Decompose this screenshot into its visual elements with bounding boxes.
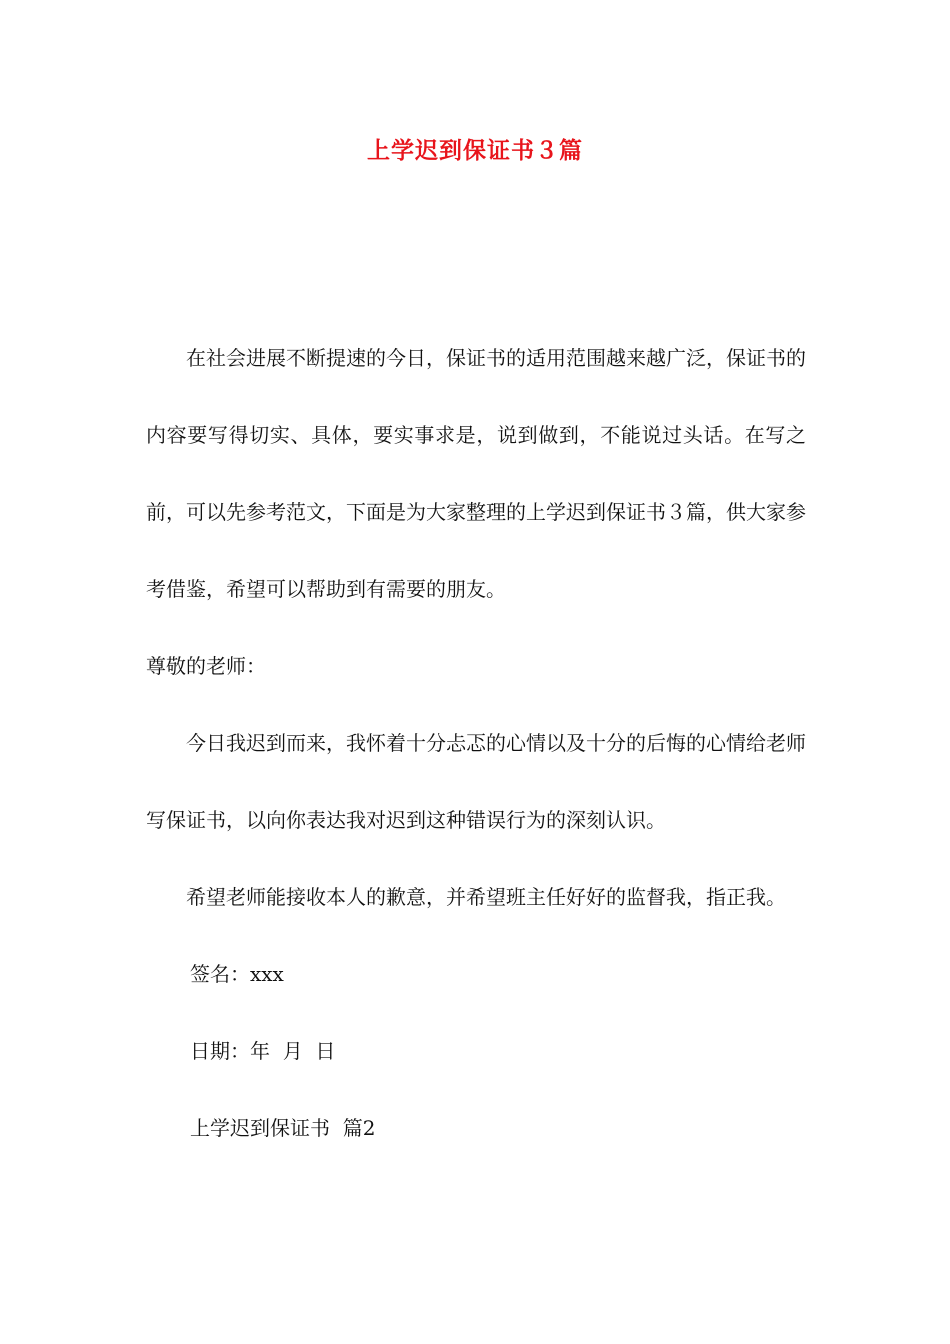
body-paragraph-1: 今日我迟到而来，我怀着十分忐忑的心情以及十分的后悔的心情给老师写保证书，以向你表达我对迟到这种错误行为的深刻认识。 [146, 731, 806, 832]
body-paragraph-2: 希望老师能接收本人的歉意，并希望班主任好好的监督我，指正我。 [186, 885, 786, 909]
document-body [146, 320, 806, 1167]
salutation: 尊敬的老师： [146, 654, 266, 678]
intro-paragraph: 在社会进展不断提速的今日，保证书的适用范围越来越广泛，保证书的内容要写得切实、具体，要实事求是，说到做到，不能说过头话。在写之前，可以先参考范文，下面是为大家整理的上学迟到保证书３篇，供大家参考借鉴，希望可以帮助到有需要的朋友。 [146, 346, 806, 601]
signature-line: 签名：xxx [190, 962, 284, 986]
document-title: 上学迟到保证书３篇 [367, 137, 583, 164]
next-section-heading: 上学迟到保证书 篇2 [190, 1116, 376, 1140]
date-line: 日期：年 月 日 [190, 1039, 336, 1063]
